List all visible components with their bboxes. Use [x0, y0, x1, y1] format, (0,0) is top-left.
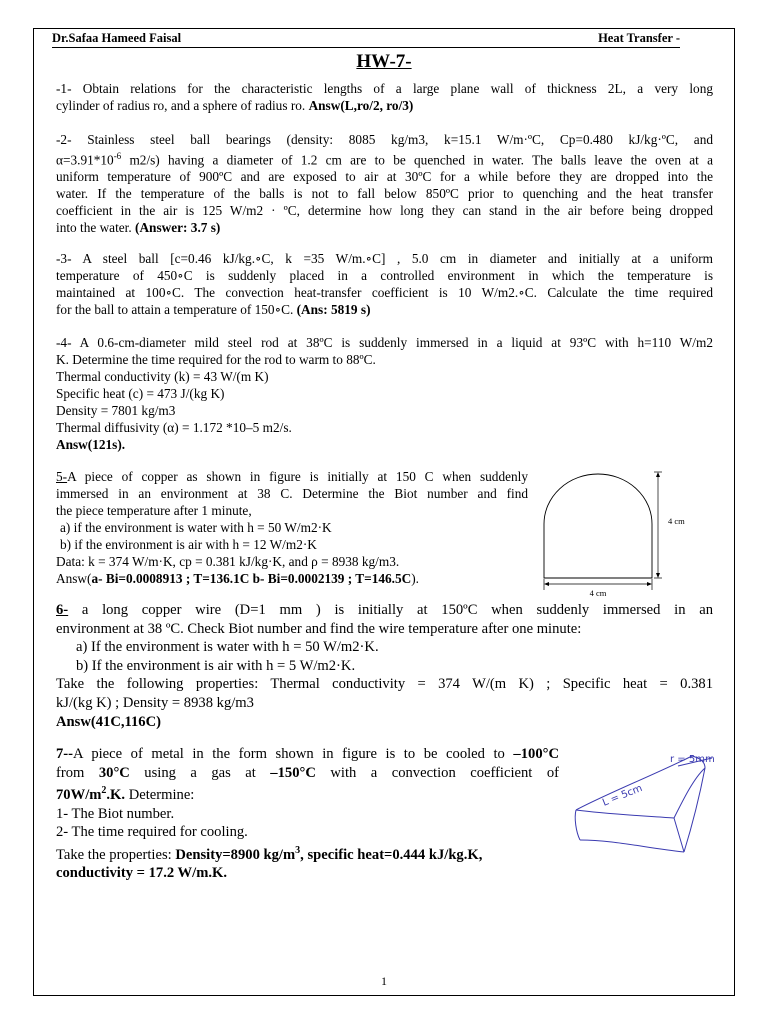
question-1: -1- Obtain relations for the characteristic lengths of a large plane wall of thickness 2L, a very long cylinder of radius ro, and a sphere of radius ro. Answ(L,ro/2, ro/3): [56, 81, 713, 113]
answer: (Ans: 5819 s): [296, 302, 371, 317]
answer: (Answer: 3.7 s): [135, 220, 221, 236]
wedge-sketch: [575, 756, 712, 852]
author: Dr.Safaa Hameed Faisal: [52, 31, 182, 45]
answer: Answ(121s).: [56, 437, 126, 452]
height-label: 4 cm: [668, 516, 685, 526]
question-5: 5-A piece of copper as shown in figure is initially at 150 C when suddenly immersed in an environment at 38 C. Determine the Biot number and find the piece temperature after 1 minute, a) if the environment is water with h = 50 W/m2·K b) if the environment is air with h = 12 W/m2·K Data: k = 374 W/m·K, cp = 0.381 kJ/kg·K, and ρ = 8938 kg/m3. Answ(a- Bi=0.0008913 ; T=136.1C b- Bi=0.0002139 ; T=146.5C).: [56, 469, 528, 586]
course-title: Heat Transfer -: [598, 31, 680, 45]
answer: Answ(41C,116C): [56, 713, 161, 730]
question-2: -2- Stainless steel ball bearings (density: 8085 kg/m3, k=15.1 W/m·ºC, Cp=0.480 kJ/kg·ºC, and $\alpha=3.91*10^{-6}$ m2/s) having a diameter of 1.2 cm are to be quenched in water. The balls leave the oven at a uniform temperature of 900ºC and are exposed to air at 30ºC for a while before they are dropped into the water. If the temperature of the balls is not to fall below 850ºC prior to quenching and the heat transfer coefficient in the air is 125 W/m2 · ºC, determine how long they can stand in the air before being dropped into the water. (Answer: 3.7 s): [56, 132, 713, 236]
question-4: -4- A 0.6-cm-diameter mild steel rod at 38ºC is suddenly immersed in a liquid at 93ºC with h=110 W/m2 K. Determine the time required for the rod to warm to 88ºC. Thermal conductivity (k) = 43 W/(m K) Specific heat (c) = 473 J/(kg K) Density = 7801 kg/m3 Thermal diffusivity (α) = 1.172 *10–5 m2/s. Answ(121s).: [56, 335, 713, 452]
answer: a- Bi=0.0008913 ; T=136.1C b- Bi=0.0002139 ; T=146.5C: [91, 571, 412, 586]
length-label: L = 5cm: [601, 782, 644, 809]
question-7: 7--A piece of metal in the form shown in figure is to be cooled to –100°C from 30°C using a gas at –150°C with a convection coefficient of $70W/m^2.K$. Determine: 1- The Biot number. 2- The time required for cooling. Take the properties: Density=8900 $kg/m^3$, specific heat=0.444 kJ/kg.K, conductivity = 17.2 W/m.K.: [56, 746, 559, 882]
answer: Answ(L,ro/2, ro/3): [308, 98, 414, 113]
copper-shape-outline: [544, 474, 652, 578]
page-number: 1: [381, 974, 387, 988]
copper-piece-figure: [534, 466, 694, 600]
page-header: [52, 31, 680, 48]
question-3: -3- A steel ball [c=0.46 kJ/kg.∘C, k =35 W/m.∘C] , 5.0 cm in diameter and initially at a uniform temperature of 450∘C is suddenly placed in a controlled environment in which the temperature is maintained at 100∘C. The convection heat-transfer coefficient is 10 W/m2.∘C. Calculate the time required for the ball to attain a temperature of 150∘C. (Ans: 5819 s): [56, 251, 713, 317]
metal-wedge-figure: [566, 748, 716, 862]
width-label: 4 cm: [589, 588, 607, 598]
question-6: 6- a long copper wire (D=1 mm ) is initially at 150ºC when suddenly immersed in an environment at 38 ºC. Check Biot number and find the wire temperature after one minute: a) If the environment is water with h = 50 W/m2·K. b) If the environment is air with h = 5 W/m2·K. Take the following properties: Thermal conductivity = 374 W/(m K) ; Specific heat = 0.381 kJ/(kg K) ; Density = 8938 kg/m3 Answ(41C,116C): [56, 602, 713, 730]
document-title: HW-7-: [356, 51, 412, 72]
radius-label: r = 5mm: [670, 754, 715, 765]
